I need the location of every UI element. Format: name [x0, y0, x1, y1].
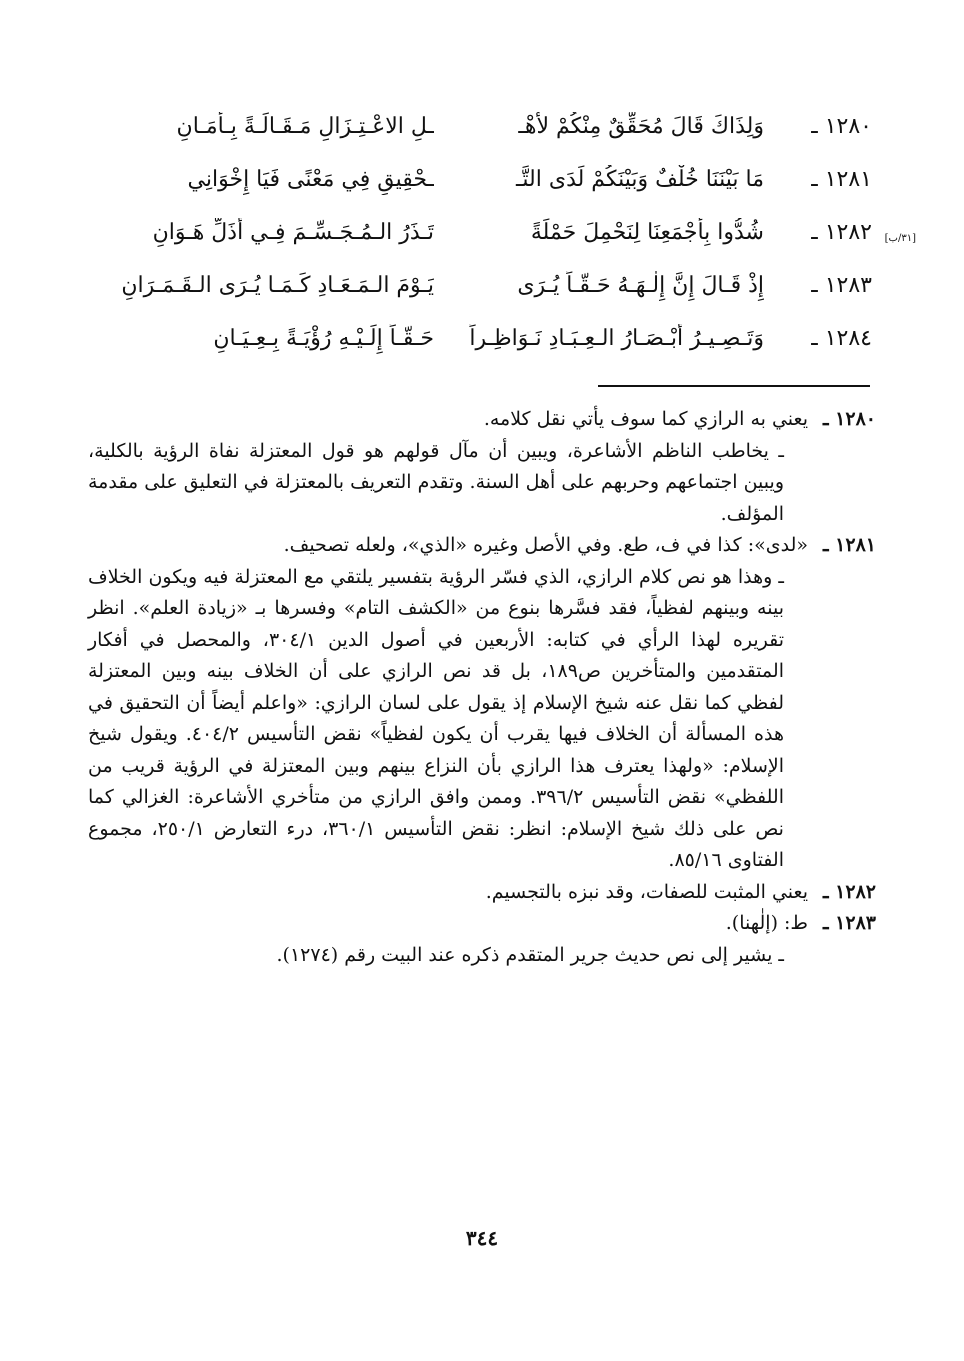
footnote-entry — [88, 404, 876, 436]
footnote-text: يعني به الرازي كما سوف يأتي نقل كلامه. — [483, 408, 808, 430]
verse-first-hemistich: شُدُّوا بِأَجْمَعِنَا لِنَحْمِلَ حَمْلَةً — [530, 220, 764, 245]
verse-number: ١٢٨١ ـ — [811, 167, 872, 192]
footnote-entry — [88, 436, 876, 531]
verse-line — [70, 271, 910, 324]
footnote-text: ـ وهذا هو نص كلام الرازي، الذي فسّر الرؤية بتفسير يلتقي مع المعتزلة فيه ويكون الخلاف بينه وبينهم لفظياً، فقد فسَّرها بنوع من «الكشف التام» وفسرها بـ «زيادة العلم». انظر تقريره لهذا الرأي في كتابه: الأربعين في أصول الدين ٣٠٤/١، والمحصل في أفكار المتقدمين والمتأخرين ص١٨٩، بل قد نص الرازي على أن الخلاف بينه وبين المعتزلة لفظي كما نقل عنه شيخ الإسلام إذ يقول على لسان الرازي: «واعلم أيضاً أن التحقيق في هذه المسألة أن الخلاف فيها يقرب أن يكون لفظياً» نقض التأسيس ٤٠٤/٢. ويقول شيخ الإسلام: «ولهذا يعترف هذا الرازي بأن النزاع بينهم وبين المعتزلة في الرؤية قريب من اللفظي» نقض التأسيس ٣٩٦/٢. وممن وافق الرازي من متأخري الأشاعرة: الغزالي كما نص على ذلك شيخ الإسلام: انظر: نقض التأسيس ٣٦٠/١، درء التعارض ٢٥٠/١، مجموع الفتاوى ٨٥/١٦. — [88, 565, 785, 871]
verse-number: ١٢٨٢ ـ — [811, 220, 872, 245]
footnotes — [88, 404, 876, 971]
page-number: ٣٤٤ — [465, 1226, 499, 1250]
verse-number: ١٢٨٠ ـ — [811, 114, 872, 139]
verse-first-hemistich: مَا بَيْنَنَا خُلْفٌ وَبَيْنَكُمْ لَدَى التَّـ — [515, 167, 764, 192]
footnote-entry — [88, 908, 876, 940]
verse-line — [70, 218, 916, 271]
footnote-text: ـ يشير إلى نص حديث جرير المتقدم ذكره عند البيت رقم (١٢٧٤). — [276, 943, 784, 966]
verse-number: ١٢٨٤ ـ — [811, 326, 872, 351]
footnote-text: «لدى»: كذا في ف، طع. وفي الأصل وغيره «الذي»، ولعله تصحيف. — [283, 534, 808, 556]
verse-line — [70, 165, 910, 218]
verse-second-hemistich: حَـقّـاً إِلَـيْـهِ رُؤْيَـةً بِـعِـيَـانِ — [213, 326, 434, 351]
verse-second-hemistich: تَـذَرُ الـمُـجَـسِّـمَ فِـي أَذَلِّ هَـوَانِ — [152, 220, 434, 245]
footnote-number: ١٢٨٢ ـ — [822, 880, 876, 903]
verse-first-hemistich: إِذْ قَـالَ إِنَّ إِلٰـهَـهُ حَـقّـاً يُـرَى — [517, 273, 764, 298]
footnote-number: ١٢٨٠ ـ — [822, 408, 876, 430]
verse-second-hemistich: ـحْقِيقِ فِي مَعْنًى فَيَا إِخْوَانِي — [187, 167, 434, 192]
footnote-entry — [88, 562, 876, 877]
verse-second-hemistich: ـلِ الاعْـتِـزَالِ مَـقَـالَـةً بِـأَمَـانِ — [176, 114, 434, 139]
verse-first-hemistich: وَلِذَاكَ قَالَ مُحَقِّقٌ مِنْكُمْ لأَهْـ — [518, 114, 764, 139]
manuscript-folio-marker: [٣١/ب] — [884, 233, 916, 244]
footnote-entry — [88, 530, 876, 562]
verse-number: ١٢٨٣ ـ — [811, 273, 872, 298]
footnote-text: يعني المثبت للصفات، وقد نبزه بالتجسيم. — [485, 880, 808, 903]
verse-first-hemistich: وَتَـصِـيـرُ أَبْـصَـارُ الـعِـبَـادِ نَـوَاظِـراً — [469, 326, 764, 351]
footnote-text: ط: (إلٰهنا). — [725, 912, 808, 934]
footnote-number: ١٢٨١ ـ — [822, 534, 876, 556]
verse-line — [70, 112, 910, 165]
footnote-text: ـ يخاطب الناظم الأشاعرة، ويبين أن مآل قولهم هو قول المعتزلة نفاة الرؤية بالكلية، ويبين اجتماعهم وحربهم على أهل السنة. وتقدم التعريف بالمعتزلة في التعليق على مقدمة المؤلف. — [88, 439, 784, 525]
footnote-entry — [88, 940, 876, 972]
footnote-separator — [598, 385, 870, 387]
verse-second-hemistich: يَـوْمَ الـمَـعَـادِ كَـمَـا يُـرَى الـقَـمَـرَانِ — [121, 273, 434, 298]
verse-block — [70, 112, 916, 377]
footnote-entry — [88, 877, 876, 909]
footnote-number: ١٢٨٣ ـ — [822, 912, 876, 934]
verse-line — [70, 324, 910, 377]
